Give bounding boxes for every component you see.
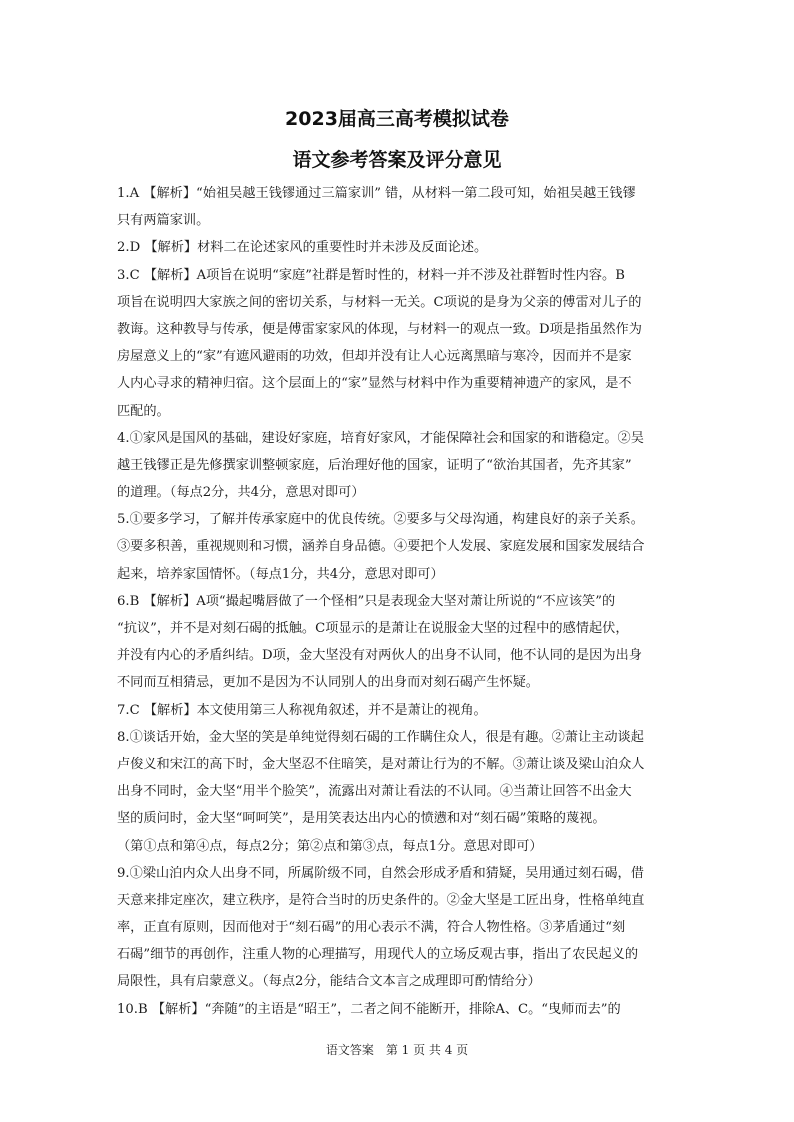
document-subtitle: 语文参考答案及评分意见 — [292, 149, 502, 171]
answer-line: “抗议”，并不是对刻石碣的抵触。C项显示的是萧让在说服金大坚的过程中的感情起伏， — [117, 621, 629, 636]
answer-line: 局限性，具有启蒙意义。（每点2分，能结合文本言之成理即可酌情给分） — [117, 974, 541, 990]
answer-line: 2.D 【解析】材料二在论述家风的重要性时并未涉及反面论述。 — [117, 240, 488, 256]
answer-line: 匹配的。 — [117, 403, 170, 419]
answer-line: 人内心寻求的精神归宿。这个层面上的“家”显然与材料中作为重要精神遗产的家风，是不 — [117, 376, 632, 392]
page-footer: 语文答案 第 1 页 共 4 页 — [325, 1043, 469, 1057]
answer-line: 9.①梁山泊内众人出身不同，所属阶级不同，自然会形成矛盾和猜疑，吴用通过刻石碣，借 — [117, 865, 644, 881]
answer-line: 4.①家风是国风的基础，建设好家庭，培育好家风，才能保障社会和国家的和谐稳定。②吴 — [117, 430, 644, 446]
answer-line: 项旨在说明四大家族之间的密切关系，与材料一无关。C项说的是身为父亲的傅雷对儿子的 — [117, 294, 642, 310]
answer-line: 只有两篇家训。 — [117, 213, 210, 229]
answer-line: 卢俊义和宋江的高下时，金大坚忍不住暗笑，是对萧让行为的不解。③萧让谈及梁山泊众人 — [117, 756, 645, 772]
answer-line: 起来，培养家国情怀。（每点1分，共4分，意思对即可） — [117, 566, 444, 582]
answer-line: 10.B 【解析】“奔随”的主语是“昭王”，二者之间不能断开，排除A、C。“曳师而去”的 — [117, 1001, 621, 1017]
answer-line: 1.A 【解析】“始祖吴越王钱镠通过三篇家训” 错，从材料一第二段可知，始祖吴越王钱镠 — [117, 186, 636, 201]
answer-line: 教诲。这种教导与传承，便是傅雷家家风的体现，与材料一的观点一致。D项是指虽然作为 — [117, 321, 642, 337]
answer-line: 出身不同时，金大坚“用半个脸笑”，流露出对萧让看法的不认同。④当萧让回答不出金大 — [117, 784, 632, 800]
answer-line: 并没有内心的矛盾纠结。D项，金大坚没有对两伙人的出身不认同，他不认同的是因为出身 — [117, 648, 642, 664]
answer-line: 石碣”细节的再创作，注重人物的心理描写，用现代人的立场反观古事，指出了农民起义的 — [117, 947, 639, 963]
answer-line: 率，正直有原则，因而他对于“刻石碣”的用心表示不满，符合人物性格。③茅盾通过“刻 — [117, 920, 626, 936]
answer-line: 8.①谈话开始，金大坚的笑是单纯觉得刻石碣的工作瞒住众人，很是有趣。②萧让主动谈起 — [117, 729, 644, 745]
answer-line: （第①点和第④点，每点2分；第②点和第③点，每点1分。意思对即可） — [117, 838, 543, 854]
answer-line: 天意来排定座次，建立秩序，是符合当时的历史条件的。②金大坚是工匠出身，性格单纯直 — [117, 892, 645, 908]
answer-line: 不同而互相猜忌，更加不是因为不认同别人的出身而对刻石碣产生怀疑。 — [117, 675, 539, 691]
answer-line: 7.C 【解析】本文使用第三人称视角叙述，并不是萧让的视角。 — [117, 702, 487, 718]
answer-line: ③要多积善，重视规则和习惯，涵养自身品德。④要把个人发展、家庭发展和国家发展结合 — [117, 539, 645, 555]
answer-line: 5.①要多学习，了解并传承家庭中的优良传统。②要多与父母沟通，构建良好的亲子关系。 — [117, 512, 644, 528]
answer-line: 3.C 【解析】A项旨在说明“家庭”社群是暂时性的，材料一并不涉及社群暂时性内容。B — [117, 267, 625, 283]
answer-line: 6.B 【解析】A项“撮起嘴唇做了一个怪相”只是表现金大坚对萧让所说的“不应该笑”的 — [117, 593, 616, 609]
answer-line: 越王钱镠正是先修撰家训整顿家庭，后治理好他的国家，证明了“欲治其国者，先齐其家” — [117, 457, 632, 473]
answer-line: 坚的质问时，金大坚“呵呵笑”，是用笑表达出内心的愤懑和对“刻石碣”策略的蔑视。 — [117, 811, 606, 827]
answer-line: 的道理。（每点2分，共4分，意思对即可） — [117, 485, 365, 501]
answer-line: 房屋意义上的“家”有遮风避雨的功效，但却并没有让人心远离黑暗与寒冷，因而并不是家 — [117, 349, 632, 365]
answer-body — [117, 180, 677, 1023]
document-title: 2023届高三高考模拟试卷 — [285, 108, 509, 130]
